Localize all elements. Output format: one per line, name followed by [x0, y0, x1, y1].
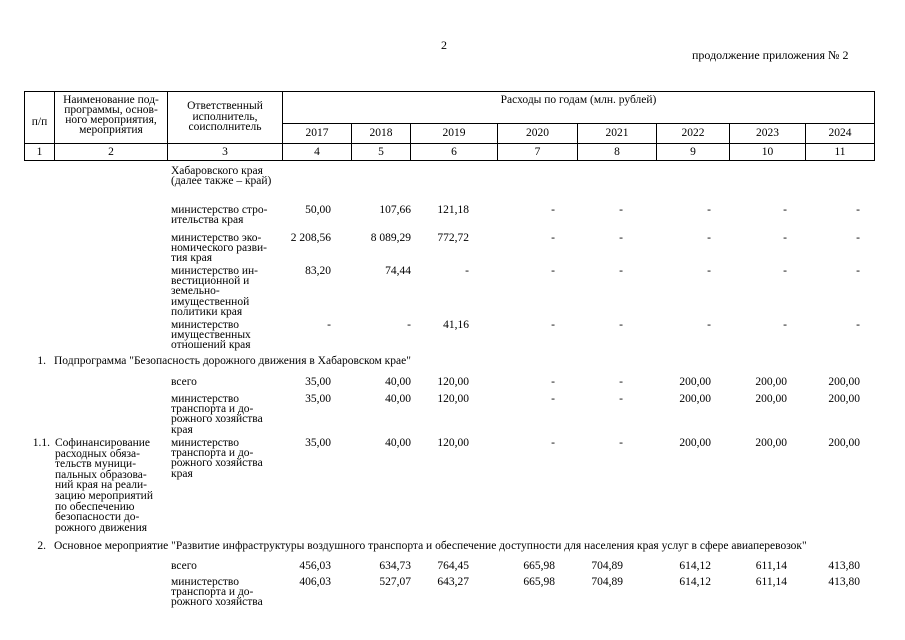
value-cell: 200,00: [828, 393, 860, 405]
value-cell: 121,18: [437, 204, 469, 216]
column-number: 10: [761, 146, 774, 158]
value-cell: -: [707, 265, 711, 277]
value-cell: -: [783, 265, 787, 277]
value-cell: 200,00: [755, 376, 787, 388]
value-cell: 772,72: [437, 232, 469, 244]
header-year: 2022: [681, 127, 705, 139]
value-cell: -: [551, 393, 555, 405]
value-cell: -: [551, 376, 555, 388]
value-cell: 200,00: [828, 437, 860, 449]
value-cell: 2 208,56: [290, 232, 331, 244]
row-executor: министерство стро- ительства края: [171, 204, 268, 227]
value-cell: -: [856, 265, 860, 277]
header-year: 2020: [526, 127, 549, 139]
row-executor: министерство эко- номического разви- тия края: [171, 232, 268, 265]
value-cell: 527,07: [379, 576, 411, 588]
value-cell: 74,44: [385, 265, 411, 277]
value-cell: 40,00: [385, 393, 411, 405]
header-col-costs: Расходы по годам (млн. рублей): [500, 94, 657, 106]
section-title: Основное мероприятие "Развитие инфраструктуры воздушного транспорта и обеспечение доступности для населения края услуг в сфере авиаперевозок": [54, 540, 807, 552]
column-number: 8: [614, 146, 620, 158]
value-cell: 40,00: [385, 376, 411, 388]
column-number: 6: [451, 146, 457, 158]
value-cell: -: [551, 232, 555, 244]
value-cell: 50,00: [305, 204, 331, 216]
section-title: Подпрограмма "Безопасность дорожного движения в Хабаровском крае": [54, 355, 411, 367]
value-cell: 35,00: [305, 376, 331, 388]
value-cell: 40,00: [385, 437, 411, 449]
value-cell: 35,00: [305, 393, 331, 405]
value-cell: -: [783, 204, 787, 216]
value-cell: 200,00: [755, 437, 787, 449]
value-cell: 200,00: [679, 393, 711, 405]
continuation-note: продолжение приложения № 2: [692, 48, 849, 62]
value-cell: -: [707, 232, 711, 244]
value-cell: 41,16: [443, 319, 469, 331]
value-cell: 704,89: [591, 560, 623, 572]
value-cell: -: [707, 204, 711, 216]
value-cell: 614,12: [679, 576, 711, 588]
header-year: 2018: [369, 127, 393, 139]
header-col-exec: Ответственный исполнитель, соисполнитель: [187, 100, 263, 133]
row-executor: всего: [171, 376, 197, 388]
value-cell: -: [619, 437, 623, 449]
header-col-name: Наименование под- программы, основ- ного мероприятия, мероприятия: [63, 94, 159, 136]
value-cell: -: [856, 232, 860, 244]
value-cell: -: [619, 232, 623, 244]
value-cell: -: [856, 204, 860, 216]
value-cell: 764,45: [437, 560, 469, 572]
value-cell: 611,14: [755, 576, 787, 588]
value-cell: -: [619, 204, 623, 216]
value-cell: -: [551, 204, 555, 216]
value-cell: -: [327, 319, 331, 331]
value-cell: -: [619, 265, 623, 277]
row-executor: министерство имущественных отношений края: [171, 319, 251, 352]
value-cell: 120,00: [437, 437, 469, 449]
section-number: 1.: [37, 355, 46, 367]
value-cell: -: [551, 319, 555, 331]
column-number: 3: [222, 146, 228, 158]
value-cell: 200,00: [755, 393, 787, 405]
section-number: 2.: [37, 540, 46, 552]
value-cell: 200,00: [679, 437, 711, 449]
header-year: 2017: [305, 127, 329, 139]
value-cell: 665,98: [523, 560, 555, 572]
column-number: 2: [108, 146, 114, 158]
header-year: 2024: [828, 127, 852, 139]
value-cell: 413,80: [828, 576, 860, 588]
value-cell: 8 089,29: [370, 232, 411, 244]
header-year: 2021: [605, 127, 629, 139]
value-cell: 665,98: [523, 576, 555, 588]
value-cell: 200,00: [679, 376, 711, 388]
value-cell: 107,66: [379, 204, 411, 216]
value-cell: -: [783, 232, 787, 244]
row-executor: министерство транспорта и до- рожного хозяйства края: [171, 393, 263, 436]
value-cell: 35,00: [305, 437, 331, 449]
value-cell: -: [707, 319, 711, 331]
value-cell: -: [619, 319, 623, 331]
value-cell: 200,00: [828, 376, 860, 388]
page-number: 2: [441, 38, 447, 52]
value-cell: 614,12: [679, 560, 711, 572]
header-year: 2019: [442, 127, 466, 139]
value-cell: 83,20: [305, 265, 331, 277]
value-cell: -: [407, 319, 411, 331]
value-cell: -: [783, 319, 787, 331]
value-cell: 120,00: [437, 393, 469, 405]
column-number: 5: [378, 146, 384, 158]
value-cell: -: [551, 265, 555, 277]
value-cell: 406,03: [299, 576, 331, 588]
row-name: Софинансирование расходных обяза- тельств муници- пальных образова- ний края на реали- зацию мероприятий по обеспечению безопасности до- рожного движения: [55, 437, 153, 534]
column-number: 1: [36, 146, 43, 158]
value-cell: -: [551, 437, 555, 449]
value-cell: 413,80: [828, 560, 860, 572]
header-year: 2023: [756, 127, 779, 139]
value-cell: 120,00: [437, 376, 469, 388]
column-number: 9: [690, 146, 696, 158]
row-executor: министерство транспорта и до- рожного хозяйства края: [171, 437, 263, 480]
value-cell: 611,14: [755, 560, 787, 572]
value-cell: -: [465, 265, 469, 277]
value-cell: -: [856, 319, 860, 331]
row-executor: министерство транспорта и до- рожного хозяйства: [171, 576, 263, 609]
value-cell: 456,03: [299, 560, 331, 572]
value-cell: 643,27: [437, 576, 469, 588]
column-number: 7: [534, 146, 541, 158]
value-cell: -: [619, 393, 623, 405]
header-col-num: п/п: [31, 116, 48, 128]
row-executor: министерство ин- вестиционной и земельно- имущественной политики края: [171, 265, 258, 318]
value-cell: -: [619, 376, 623, 388]
row-number: 1.1.: [32, 437, 50, 449]
value-cell: 704,89: [591, 576, 623, 588]
row-executor: Хабаровского края (далее также – край): [171, 165, 272, 188]
column-number: 4: [314, 146, 320, 158]
column-number: 11: [834, 146, 846, 158]
value-cell: 634,73: [379, 560, 411, 572]
row-executor: всего: [171, 560, 197, 572]
